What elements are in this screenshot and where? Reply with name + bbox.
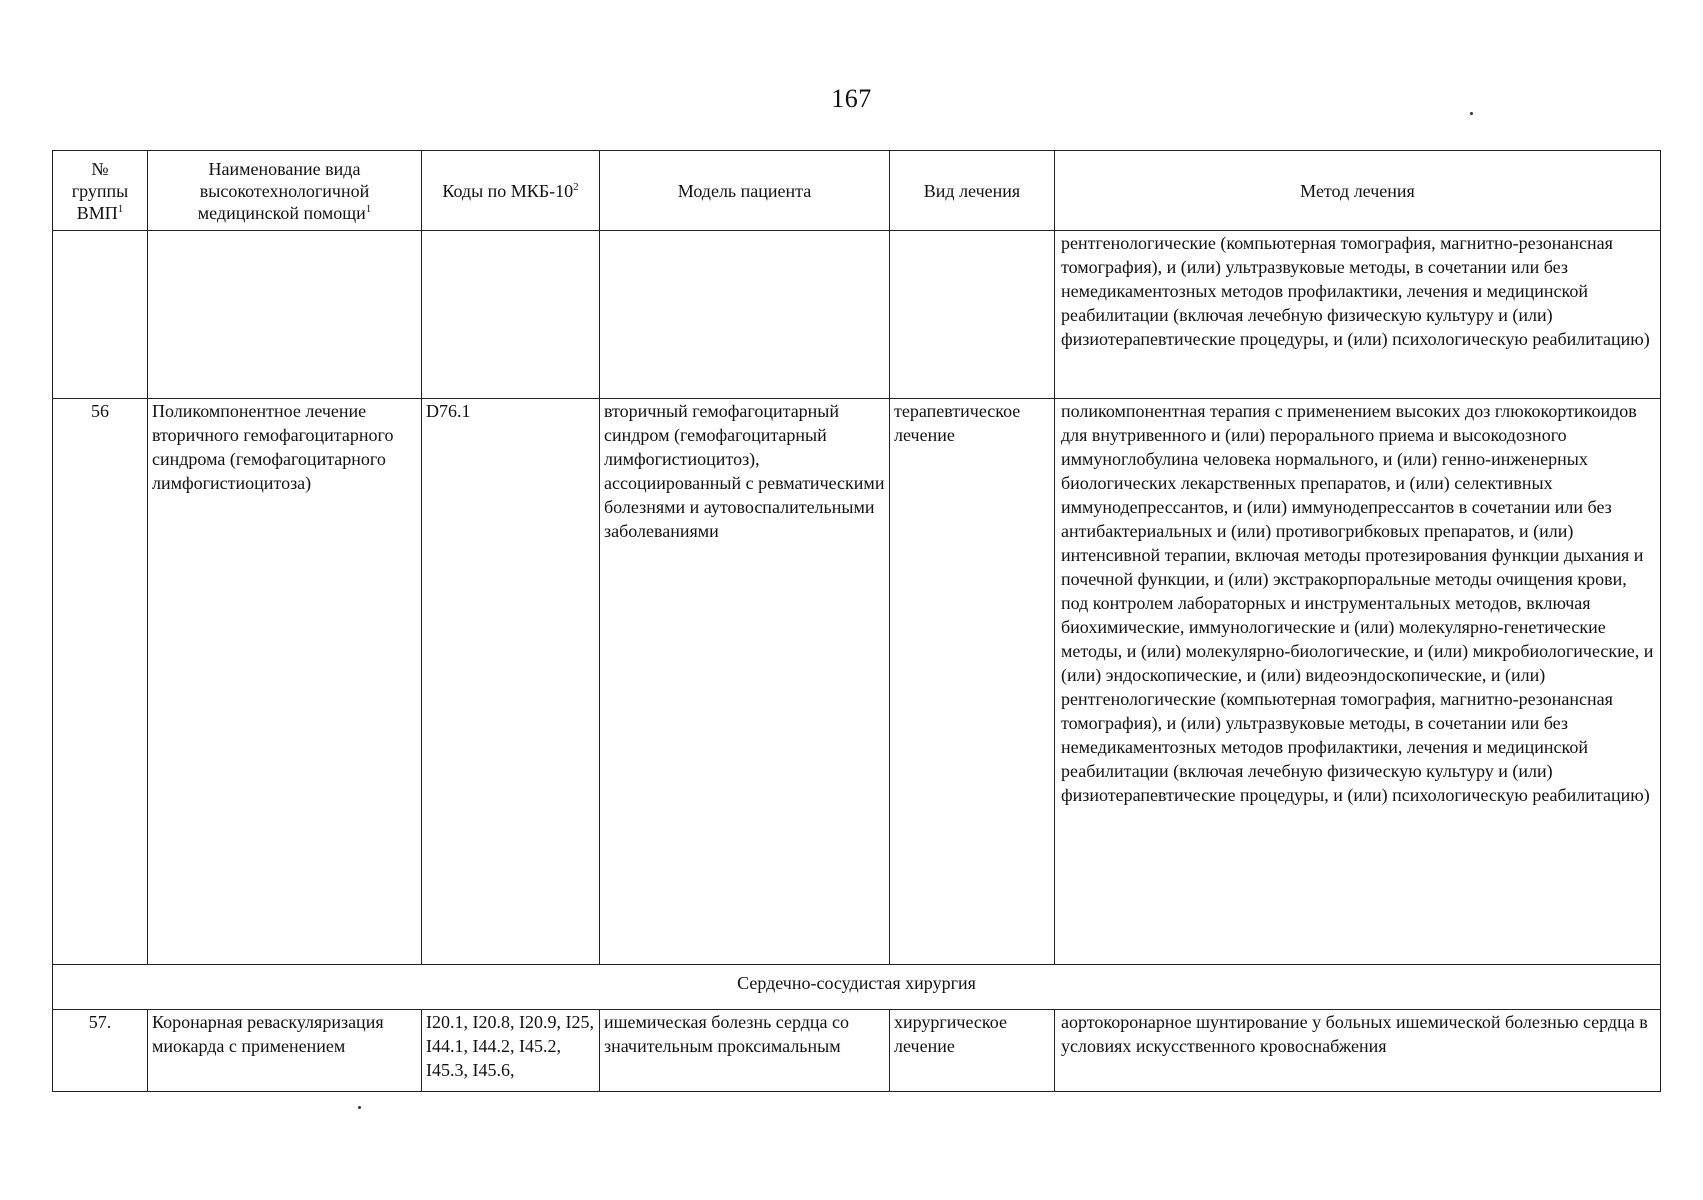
cell-empty	[422, 231, 600, 399]
cell-treatment-type: терапевтическое лечение	[890, 399, 1055, 965]
col-header-group-no: № группы ВМП$^1$	[53, 151, 148, 231]
section-title: Сердечно-сосудистая хирургия	[53, 965, 1661, 1010]
cell-patient-model: вторичный гемофагоцитарный синдром (гемофагоцитарный лимфогистиоцитоз), ассоциированный с ревматическими болезнями и аутовоспалительными заболеваниями	[600, 399, 890, 965]
cell-empty	[148, 231, 422, 399]
cell-method: рентгенологические (компьютерная томография, магнитно-резонансная томография), и (или) ультразвуковые методы, в сочетании или без немедикаментозных методов профилактики, лечения и медицинской реабилитации (включая лечебную физическую культуру и (или) физиотерапевтические процедуры, и (или) психологическую реабилитацию)	[1055, 231, 1661, 399]
cell-treatment-type: хирургическое лечение	[890, 1010, 1055, 1092]
scan-speck	[1470, 112, 1473, 115]
col-header-treatment-type: Вид лечения	[890, 151, 1055, 231]
table-row-57	[53, 1010, 1661, 1092]
col-header-patient-model: Модель пациента	[600, 151, 890, 231]
header-row	[53, 151, 1661, 231]
table-row-56	[53, 399, 1661, 965]
scan-speck	[358, 1106, 361, 1109]
col-header-method: Метод лечения	[1055, 151, 1661, 231]
page-number: 167	[831, 84, 872, 113]
cell-empty	[53, 231, 148, 399]
section-row	[53, 965, 1661, 1010]
cell-patient-model: ишемическая болезнь сердца со значительным проксимальным	[600, 1010, 890, 1092]
cell-group-no: 57.	[53, 1010, 148, 1092]
cell-care-name: Коронарная реваскуляризация миокарда с применением	[148, 1010, 422, 1092]
cell-care-name: Поликомпонентное лечение вторичного гемофагоцитарного синдрома (гемофагоцитарного лимфогистиоцитоза)	[148, 399, 422, 965]
cell-empty	[600, 231, 890, 399]
col-header-icd-codes: Коды по МКБ-$10^2$	[422, 151, 600, 231]
cell-empty	[890, 231, 1055, 399]
col-header-care-name: Наименование вида высокотехнологичной медицинской помощи$^1$	[148, 151, 422, 231]
cell-icd-codes: D76.1	[422, 399, 600, 965]
medical-care-table	[52, 150, 1661, 1092]
cell-icd-codes: I20.1, I20.8, I20.9, I25, I44.1, I44.2, I45.2, I45.3, I45.6,	[422, 1010, 600, 1092]
cell-group-no: 56	[53, 399, 148, 965]
cell-method: аортокоронарное шунтирование у больных ишемической болезнью сердца в условиях искусственного кровоснабжения	[1055, 1010, 1661, 1092]
cell-method: поликомпонентная терапия с применением высоких доз глюкокортикоидов для внутривенного и (или) перорального приема и высокодозного иммуноглобулина человека нормального, и (или) генно-инженерных биологических лекарственных препаратов, и (или) селективных иммунодепрессантов, и (или) иммунодепрессантов в сочетании или без антибактериальных и (или) противогрибковых препаратов, и (или) интенсивной терапии, включая методы протезирования функции дыхания и почечной функции, и (или) экстракорпоральные методы очищения крови, под контролем лабораторных и инструментальных методов, включая биохимические, иммунологические и (или) молекулярно-генетические методы, и (или) молекулярно-биологические, и (или) микробиологические, и (или) эндоскопические, и (или) видеоэндоскопические, и (или) рентгенологические (компьютерная томография, магнитно-резонансная томография), и (или) ультразвуковые методы, в сочетании или без немедикаментозных методов профилактики, лечения и медицинской реабилитации (включая лечебную физическую культуру и (или) физиотерапевтические процедуры, и (или) психологическую реабилитацию)	[1055, 399, 1661, 965]
table-row-continuation	[53, 231, 1661, 399]
